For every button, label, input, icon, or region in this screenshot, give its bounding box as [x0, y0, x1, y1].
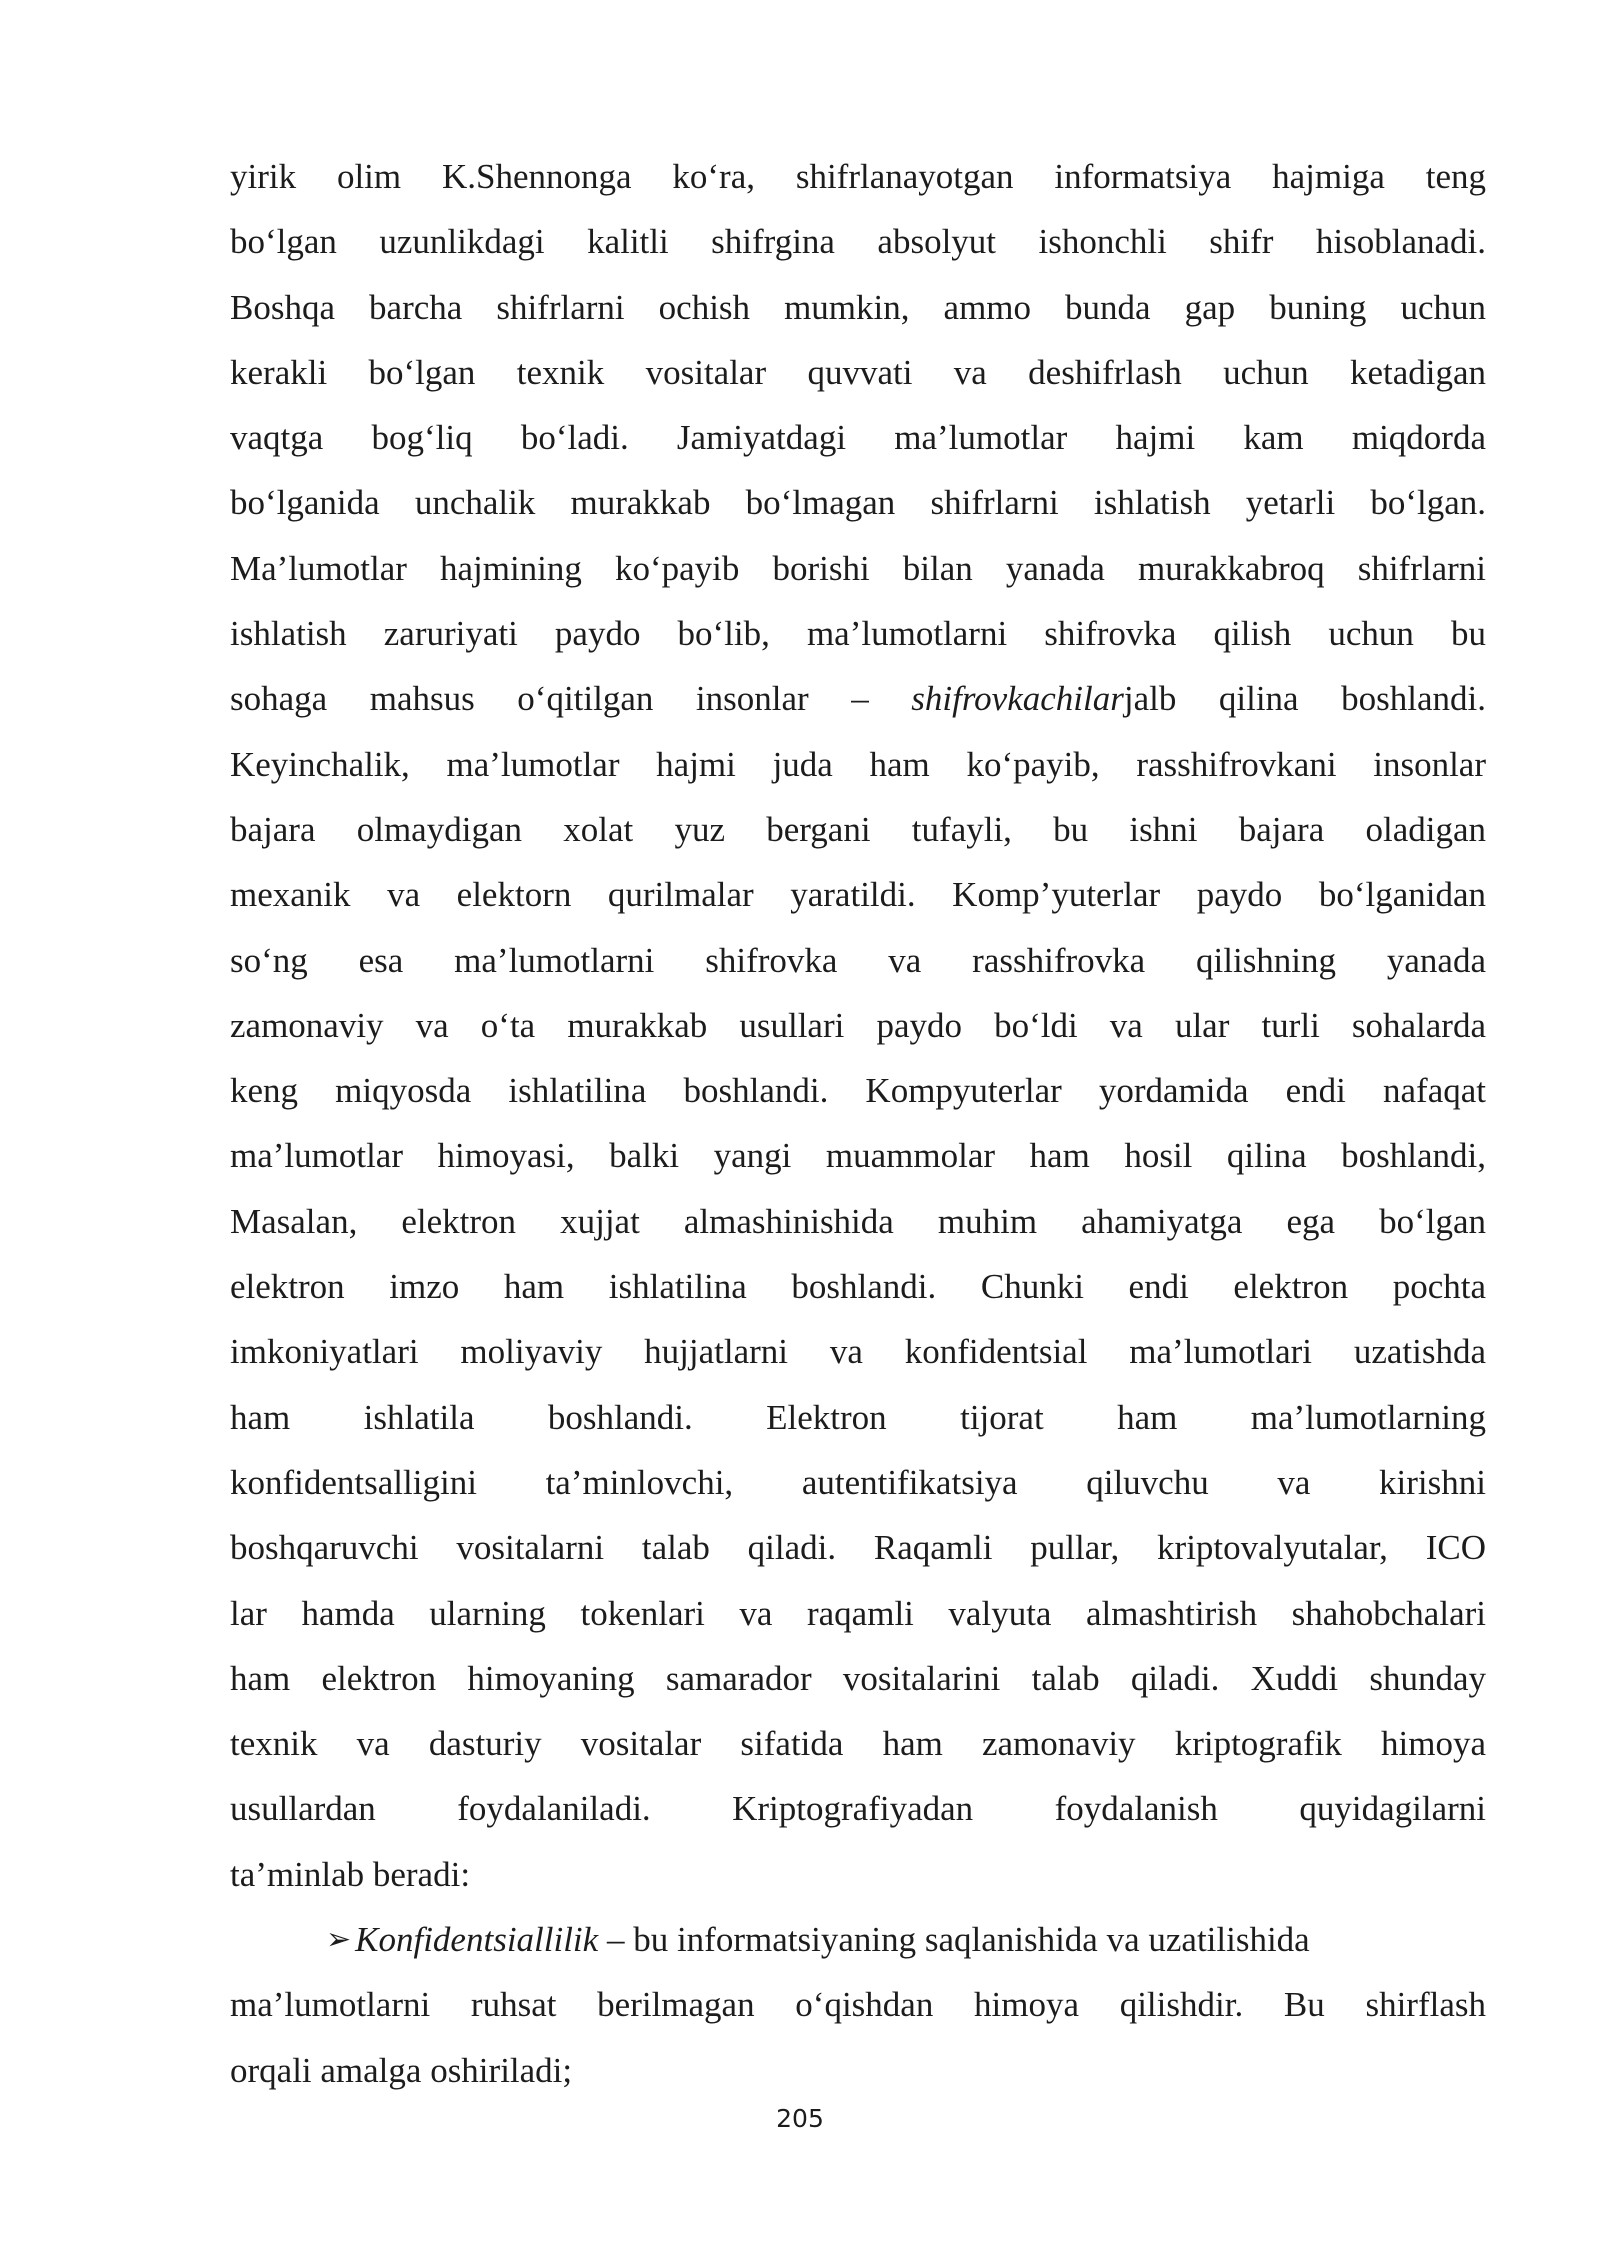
text-line: ma’lumotlar himoyasi, balki yangi muammolar ham hosil qilina boshlandi,	[230, 1136, 1486, 1176]
arrow-bullet-icon: ➢	[326, 1922, 352, 1958]
text-line: ham elektron himoyaning samarador vositalarini talab qiladi. Xuddi shunday	[230, 1658, 1486, 1698]
text-line: bo‘lgan uzunlikdagi kalitli shifrgina absolyut ishonchli shifr hisoblanadi.	[230, 222, 1486, 262]
bullet-term: Konfidentsiallilik	[355, 1920, 599, 1960]
text-line: Masalan, elektron xujjat almashinishida muhim ahamiyatga ega bo‘lgan	[230, 1201, 1486, 1241]
text-segment: jalb qilina boshlandi.	[1123, 679, 1486, 719]
text-line: ma’lumotlarni ruhsat berilmagan o‘qishdan himoya qilishdir. Bu shirflash	[230, 1985, 1486, 2025]
text-line: usullardan foydalaniladi. Kriptografiyadan foydalanish quyidagilarni	[230, 1789, 1486, 1829]
text-line: imkoniyatlari moliyaviy hujjatlarni va konfidentsial ma’lumotlari uzatishda	[230, 1332, 1486, 1372]
text-line: keng miqyosda ishlatilina boshlandi. Kompyuterlar yordamida endi nafaqat	[230, 1071, 1486, 1111]
body-text	[230, 144, 1486, 2103]
text-line: Ma’lumotlar hajmining ko‘payib borishi bilan yanada murakkabroq shifrlarni	[230, 548, 1486, 588]
text-line: zamonaviy va o‘ta murakkab usullari paydo bo‘ldi va ular turli sohalarda	[230, 1005, 1486, 1045]
bullet-text: – bu informatsiyaning saqlanishida va uzatilishida	[598, 1920, 1310, 1960]
text-line: boshqaruvchi vositalarni talab qiladi. Raqamli pullar, kriptovalyutalar, ICO	[230, 1528, 1486, 1568]
text-line: konfidentsalligini ta’minlovchi, autentifikatsiya qiluvchu va kirishni	[230, 1462, 1486, 1502]
page-number: 205	[776, 2104, 824, 2133]
text-line: yirik olim K.Shennonga ko‘ra, shifrlanayotgan informatsiya hajmiga teng	[230, 157, 1486, 196]
text-line: texnik va dasturiy vositalar sifatida ham zamonaviy kriptografik himoya	[230, 1724, 1486, 1764]
text-line: bajara olmaydigan xolat yuz bergani tufayli, bu ishni bajara oladigan	[230, 809, 1486, 849]
text-line: ishlatish zaruriyati paydo bo‘lib, ma’lumotlarni shifrovka qilish uchun bu	[230, 614, 1486, 654]
text-line: elektron imzo ham ishlatilina boshlandi. Chunki endi elektron pochta	[230, 1267, 1486, 1307]
text-line: bo‘lganida unchalik murakkab bo‘lmagan shifrlarni ishlatish yetarli bo‘lgan.	[230, 483, 1486, 523]
text-line: so‘ng esa ma’lumotlarni shifrovka va rasshifrovka qilishning yanada	[230, 940, 1486, 980]
text-line: mexanik va elektorn qurilmalar yaratildi. Komp’yuterlar paydo bo‘lganidan	[230, 875, 1486, 915]
text-line: Boshqa barcha shifrlarni ochish mumkin, ammo bunda gap buning uchun	[230, 287, 1486, 327]
text-line-with-emphasis	[230, 666, 1486, 731]
emphasized-term: shifrovkachilar	[911, 679, 1124, 719]
text-line-paragraph-end: ta’minlab beradi:	[230, 1854, 471, 1894]
text-line: vaqtga bog‘liq bo‘ladi. Jamiyatdagi ma’lumotlar hajmi kam miqdorda	[230, 418, 1486, 458]
text-segment: sohaga mahsus o‘qitilgan insonlar –	[230, 679, 869, 719]
bullet-item-confidentiality	[230, 1907, 1486, 1972]
text-line: Keyinchalik, ma’lumotlar hajmi juda ham ko‘payib, rasshifrovkani insonlar	[230, 744, 1486, 784]
text-line: kerakli bo‘lgan texnik vositalar quvvati va deshifrlash uchun ketadigan	[230, 352, 1486, 392]
text-line: orqali amalga oshiriladi;	[230, 2050, 573, 2090]
text-line: ham ishlatila boshlandi. Elektron tijorat ham ma’lumotlarning	[230, 1397, 1486, 1437]
text-line: lar hamda ularning tokenlari va raqamli valyuta almashtirish shahobchalari	[230, 1593, 1486, 1633]
